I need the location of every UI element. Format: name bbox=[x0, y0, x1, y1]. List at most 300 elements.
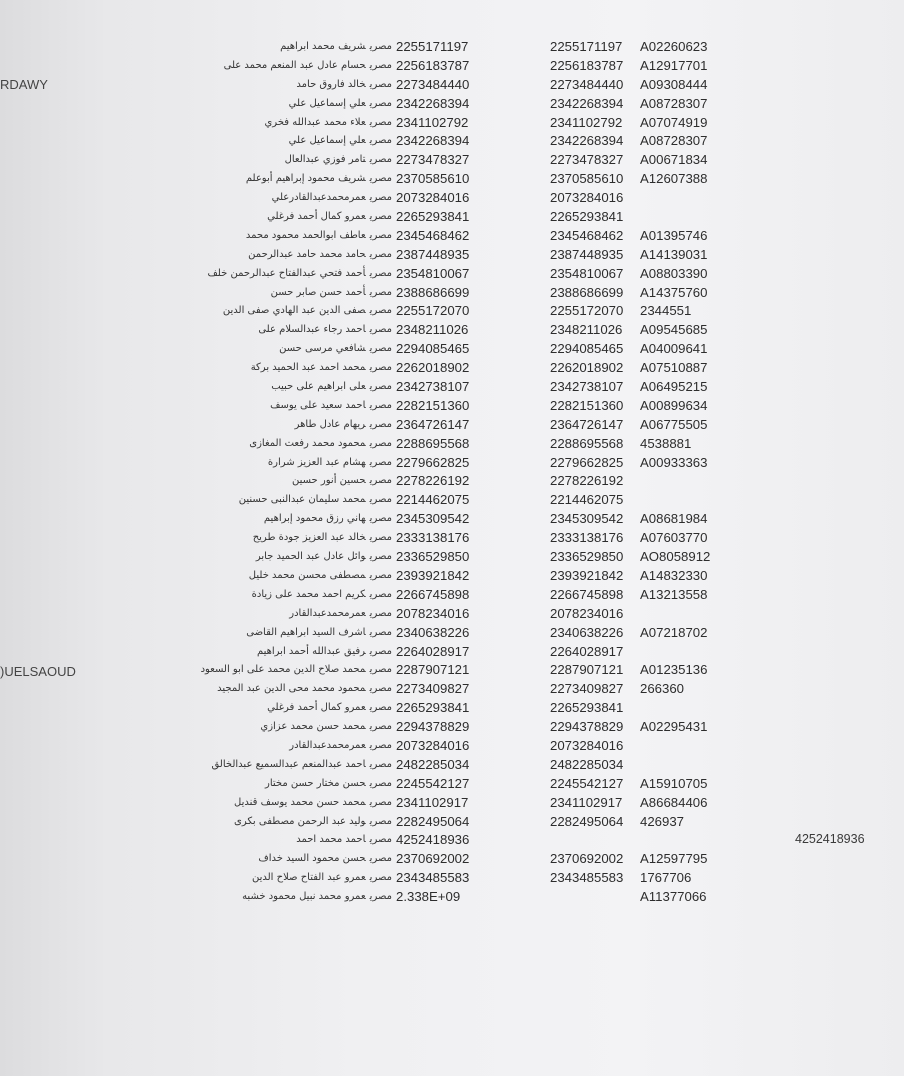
national-id: 2336529850 bbox=[396, 549, 470, 565]
list-item bbox=[0, 738, 904, 757]
arabic-name-cell bbox=[242, 891, 392, 902]
national-id: 2333138176 bbox=[396, 530, 470, 546]
arabic-name-cell bbox=[267, 211, 392, 222]
national-id: 2245542127 bbox=[396, 775, 470, 791]
passport-number: A07510887 bbox=[640, 360, 708, 376]
national-id: 2273409827 bbox=[396, 681, 470, 697]
passport-number: A12607388 bbox=[640, 171, 708, 187]
nationality-label: مصري bbox=[369, 41, 392, 52]
list-item bbox=[0, 625, 904, 644]
nationality-label: مصري bbox=[369, 324, 392, 336]
national-id: 2282495064 bbox=[396, 813, 470, 829]
national-id: 2345468462 bbox=[396, 227, 470, 243]
national-id: 2348211026 bbox=[396, 322, 469, 338]
national-id: 2340638226 bbox=[396, 624, 470, 640]
national-id-repeat: 2294085465 bbox=[550, 341, 624, 357]
list-item bbox=[0, 606, 904, 625]
national-id-repeat: 2279662825 bbox=[550, 454, 624, 470]
truncated-name-fragment-top: RDAWY bbox=[0, 77, 48, 92]
nationality-label: مصري bbox=[369, 551, 392, 563]
person-name: عمرمحمدعبدالقادر bbox=[289, 607, 366, 619]
passport-number: A00671834 bbox=[640, 152, 708, 168]
person-name: حسين أنور حسين bbox=[292, 475, 366, 487]
passport-number: 1767706 bbox=[640, 870, 692, 886]
passport-number: 4538881 bbox=[640, 435, 692, 451]
arabic-name-cell bbox=[264, 117, 392, 128]
national-id: 2265293841 bbox=[396, 700, 470, 716]
nationality-label: مصري bbox=[369, 229, 392, 241]
passport-number: A07218702 bbox=[640, 624, 708, 640]
national-id-repeat: 2273478327 bbox=[550, 152, 624, 168]
nationality-label: مصري bbox=[369, 569, 392, 581]
list-item bbox=[0, 247, 904, 266]
extra-id: 4252418936 bbox=[795, 832, 865, 847]
person-name: محمد احمد عبد الحميد بركة bbox=[250, 362, 366, 374]
national-id-repeat: 2333138176 bbox=[550, 530, 624, 546]
nationality-label: مصري bbox=[369, 645, 392, 657]
arabic-name-cell bbox=[252, 872, 392, 883]
arabic-name-cell bbox=[234, 797, 392, 808]
national-id-repeat: 2073284016 bbox=[550, 190, 624, 206]
nationality-label: مصري bbox=[369, 154, 392, 166]
nationality-label: مصري bbox=[369, 173, 392, 185]
passport-number: A01235136 bbox=[640, 662, 708, 678]
arabic-name-cell bbox=[224, 60, 392, 71]
nationality-label: مصري bbox=[369, 286, 392, 298]
nationality-label: مصري bbox=[369, 513, 392, 525]
national-id-repeat: 2288695568 bbox=[550, 435, 624, 451]
person-name: صفى الدين عبد الهادي صفى الدين bbox=[222, 305, 366, 317]
list-item bbox=[0, 851, 904, 870]
person-name: احمد محمد احمد bbox=[296, 834, 366, 846]
passport-number: A08728307 bbox=[640, 95, 708, 111]
passport-number: A08803390 bbox=[640, 265, 708, 281]
person-name: وليد عبد الرحمن مصطفى بكرى bbox=[234, 815, 366, 827]
nationality-label: مصري bbox=[369, 78, 392, 90]
list-item bbox=[0, 568, 904, 587]
list-item bbox=[0, 209, 904, 228]
national-id: 2342738107 bbox=[396, 379, 470, 395]
national-id: 2345309542 bbox=[396, 511, 470, 527]
arabic-name-cell bbox=[256, 551, 392, 562]
records-list bbox=[0, 39, 904, 908]
list-item bbox=[0, 303, 904, 322]
passport-number: AO8058912 bbox=[640, 549, 711, 565]
person-name: شافعي مرسى حسن bbox=[279, 343, 366, 355]
national-id-repeat: 2345468462 bbox=[550, 227, 624, 243]
arabic-name-cell bbox=[258, 853, 392, 864]
person-name: علي إسماعيل علي bbox=[288, 97, 366, 109]
list-item bbox=[0, 266, 904, 285]
person-name: أحمد فتحي عبدالفتاح عبدالرحمن خلف bbox=[207, 267, 366, 279]
national-id-repeat: 2342268394 bbox=[550, 133, 624, 149]
list-item bbox=[0, 644, 904, 663]
list-item bbox=[0, 511, 904, 530]
arabic-name-cell bbox=[279, 343, 392, 354]
passport-number: A15910705 bbox=[640, 775, 708, 791]
nationality-label: مصري bbox=[369, 211, 392, 223]
national-id: 2393921842 bbox=[396, 567, 470, 583]
arabic-name-cell bbox=[217, 683, 392, 694]
arabic-name-cell bbox=[280, 41, 392, 52]
list-item bbox=[0, 115, 904, 134]
list-item bbox=[0, 681, 904, 700]
nationality-label: مصري bbox=[369, 532, 392, 544]
person-name: علاء محمد عبدالله فخري bbox=[264, 116, 366, 128]
national-id-repeat: 2393921842 bbox=[550, 567, 624, 583]
national-id-repeat: 2245542127 bbox=[550, 775, 624, 791]
person-name: تامر فوزي عبدالعال bbox=[284, 154, 366, 166]
arabic-name-cell bbox=[296, 79, 392, 90]
arabic-name-cell bbox=[234, 816, 392, 827]
passport-number: A08728307 bbox=[640, 133, 708, 149]
nationality-label: مصري bbox=[369, 456, 392, 468]
list-item bbox=[0, 662, 904, 681]
passport-number: A07074919 bbox=[640, 114, 708, 130]
national-id-repeat: 2294378829 bbox=[550, 719, 624, 735]
national-id: 2288695568 bbox=[396, 435, 470, 451]
list-item bbox=[0, 228, 904, 247]
national-id: 2255171197 bbox=[396, 39, 469, 54]
national-id-repeat: 2364726147 bbox=[550, 416, 624, 432]
national-id: 4252418936 bbox=[396, 832, 470, 848]
arabic-name-cell bbox=[289, 98, 392, 109]
person-name: محمود محمد رفعت المغازى bbox=[249, 437, 366, 449]
nationality-label: مصري bbox=[369, 626, 392, 638]
list-item bbox=[0, 171, 904, 190]
person-name: هشام عبد العزيز شرارة bbox=[267, 456, 366, 468]
national-id: 2265293841 bbox=[396, 209, 470, 225]
national-id-repeat: 2341102917 bbox=[550, 794, 623, 810]
arabic-name-cell bbox=[271, 381, 392, 392]
list-item bbox=[0, 360, 904, 379]
passport-number: A14832330 bbox=[640, 567, 708, 583]
passport-number: A04009641 bbox=[640, 341, 708, 357]
arabic-name-cell bbox=[252, 589, 392, 600]
person-name: عمرو كمال أحمد فرغلي bbox=[267, 702, 366, 714]
arabic-name-cell bbox=[296, 834, 392, 845]
list-item bbox=[0, 379, 904, 398]
passport-number: A14375760 bbox=[640, 284, 708, 300]
national-id: 2370692002 bbox=[396, 851, 470, 867]
list-item bbox=[0, 285, 904, 304]
passport-number: A06495215 bbox=[640, 379, 708, 395]
nationality-label: مصري bbox=[369, 588, 392, 600]
passport-number: A11377066 bbox=[640, 889, 707, 905]
passport-number: A86684406 bbox=[640, 794, 708, 810]
arabic-name-cell bbox=[239, 494, 392, 505]
nationality-label: مصري bbox=[369, 796, 392, 808]
person-name: وائل عادل عبد الحميد جابر bbox=[255, 551, 366, 563]
arabic-name-cell bbox=[253, 532, 392, 543]
nationality-label: مصري bbox=[369, 59, 392, 71]
arabic-name-cell bbox=[248, 249, 392, 260]
arabic-name-cell bbox=[295, 419, 392, 430]
national-id: 2264028917 bbox=[396, 643, 470, 659]
person-name: احمد عبدالمنعم عبدالسميع عبدالخالق bbox=[211, 758, 366, 770]
list-item bbox=[0, 96, 904, 115]
arabic-name-cell bbox=[249, 570, 392, 581]
national-id: 2370585610 bbox=[396, 171, 470, 187]
list-item bbox=[0, 58, 904, 77]
person-name: محمد حسن محمد يوسف قنديل bbox=[234, 796, 366, 808]
nationality-label: مصري bbox=[369, 777, 392, 789]
national-id: 2.338E+09 bbox=[396, 889, 461, 905]
national-id-repeat: 2345309542 bbox=[550, 511, 624, 527]
list-item bbox=[0, 398, 904, 417]
list-item bbox=[0, 757, 904, 776]
passport-number: A14139031 bbox=[640, 246, 708, 262]
list-item bbox=[0, 341, 904, 360]
national-id: 2294378829 bbox=[396, 719, 470, 735]
nationality-label: مصري bbox=[369, 853, 392, 865]
arabic-name-cell bbox=[211, 759, 392, 770]
nationality-label: مصري bbox=[369, 758, 392, 770]
arabic-name-cell bbox=[268, 457, 392, 468]
arabic-name-cell bbox=[289, 135, 392, 146]
national-id-repeat: 2388686699 bbox=[550, 284, 624, 300]
national-id-repeat: 2482285034 bbox=[550, 756, 624, 772]
nationality-label: مصري bbox=[369, 815, 392, 827]
passport-number: A12917701 bbox=[640, 57, 708, 73]
arabic-name-cell bbox=[260, 721, 392, 732]
nationality-label: مصري bbox=[369, 683, 392, 695]
arabic-name-cell bbox=[265, 778, 392, 789]
list-item bbox=[0, 832, 904, 851]
national-id-repeat: 2287907121 bbox=[550, 662, 624, 678]
person-name: ريهام عادل طاهر bbox=[294, 418, 366, 430]
person-name: شريف محمود إبراهيم أبوعلم bbox=[245, 173, 366, 185]
national-id: 2282151360 bbox=[396, 397, 470, 413]
arabic-name-cell bbox=[285, 154, 392, 165]
national-id-repeat: 2370585610 bbox=[550, 171, 624, 187]
nationality-label: مصري bbox=[369, 267, 392, 279]
nationality-label: مصري bbox=[369, 872, 392, 884]
national-id-repeat: 2341102792 bbox=[550, 114, 623, 130]
arabic-name-cell bbox=[267, 702, 392, 713]
list-item bbox=[0, 776, 904, 795]
national-id: 2273478327 bbox=[396, 152, 470, 168]
passport-number: A09545685 bbox=[640, 322, 708, 338]
national-id: 2482285034 bbox=[396, 756, 470, 772]
nationality-label: مصري bbox=[369, 494, 392, 506]
list-item bbox=[0, 473, 904, 492]
list-item bbox=[0, 492, 904, 511]
nationality-label: مصري bbox=[369, 343, 392, 355]
passport-number: A02260623 bbox=[640, 39, 708, 54]
list-item bbox=[0, 549, 904, 568]
list-item bbox=[0, 39, 904, 58]
person-name: حسن مختار حسن مختار bbox=[265, 777, 366, 789]
nationality-label: مصري bbox=[369, 116, 392, 128]
person-name: محمد حسن محمد عزازي bbox=[260, 721, 366, 733]
person-name: خالد عبد العزيز جودة طريح bbox=[252, 532, 366, 544]
national-id-repeat: 2342738107 bbox=[550, 379, 624, 395]
person-name: هاني رزق محمود إبراهيم bbox=[263, 513, 366, 525]
person-name: احمد سعيد على يوسف bbox=[270, 399, 366, 411]
nationality-label: مصري bbox=[369, 475, 392, 487]
national-id: 2214462075 bbox=[396, 492, 470, 508]
list-item bbox=[0, 719, 904, 738]
national-id-repeat: 2073284016 bbox=[550, 737, 624, 753]
national-id: 2343485583 bbox=[396, 870, 470, 886]
national-id: 2342268394 bbox=[396, 133, 470, 149]
national-id: 2387448935 bbox=[396, 246, 470, 262]
national-id-repeat: 2265293841 bbox=[550, 700, 624, 716]
arabic-name-cell bbox=[292, 475, 392, 486]
person-name: حسام عادل عبد المنعم محمد على bbox=[223, 59, 366, 71]
national-id-repeat: 2282495064 bbox=[550, 813, 624, 829]
person-name: حامد محمد حامد عبدالرحمن bbox=[248, 248, 366, 260]
national-id-repeat: 2262018902 bbox=[550, 360, 624, 376]
arabic-name-cell bbox=[223, 305, 392, 316]
national-id: 2262018902 bbox=[396, 360, 470, 376]
arabic-name-cell bbox=[264, 513, 392, 524]
national-id: 2278226192 bbox=[396, 473, 470, 489]
person-name: رفيق عبدالله أحمد ابراهيم bbox=[256, 645, 366, 657]
national-id-repeat: 2348211026 bbox=[550, 322, 623, 338]
national-id-repeat: 2266745898 bbox=[550, 586, 624, 602]
arabic-name-cell bbox=[271, 287, 392, 298]
list-item bbox=[0, 700, 904, 719]
nationality-label: مصري bbox=[369, 607, 392, 619]
national-id: 2078234016 bbox=[396, 605, 470, 621]
nationality-label: مصري bbox=[369, 664, 392, 676]
person-name: عمرمحمدعبدالقادر bbox=[289, 739, 366, 751]
nationality-label: مصري bbox=[369, 305, 392, 317]
national-id-repeat: 2078234016 bbox=[550, 605, 624, 621]
national-id-repeat: 2264028917 bbox=[550, 643, 624, 659]
list-item bbox=[0, 322, 904, 341]
person-name: كريم احمد محمد على زيادة bbox=[251, 588, 366, 600]
person-name: عمرمحمدعبدالقادرعلي bbox=[271, 192, 366, 204]
national-id-repeat: 2214462075 bbox=[550, 492, 624, 508]
passport-number: A01395746 bbox=[640, 227, 708, 243]
person-name: عمرو عبد الفتاح صلاح الدين bbox=[251, 872, 366, 884]
passport-number: 266360 bbox=[640, 681, 685, 697]
list-item bbox=[0, 814, 904, 833]
national-id: 2354810067 bbox=[396, 265, 470, 281]
nationality-label: مصري bbox=[369, 437, 392, 449]
arabic-name-cell bbox=[207, 268, 392, 279]
person-name: عمرو كمال أحمد فرغلي bbox=[267, 211, 366, 223]
list-item bbox=[0, 587, 904, 606]
passport-number: A06775505 bbox=[640, 416, 708, 432]
arabic-name-cell bbox=[270, 400, 392, 411]
nationality-label: مصري bbox=[369, 399, 392, 411]
nationality-label: مصري bbox=[369, 192, 392, 204]
arabic-name-cell bbox=[201, 664, 392, 675]
list-item bbox=[0, 77, 904, 96]
passport-number: A13213558 bbox=[640, 586, 708, 602]
passport-number: A00899634 bbox=[640, 397, 708, 413]
person-name: خالد فاروق حامد bbox=[296, 78, 366, 90]
passport-number: 2344551 bbox=[640, 303, 692, 319]
arabic-name-cell bbox=[246, 230, 392, 241]
arabic-name-cell bbox=[246, 627, 392, 638]
national-id: 2266745898 bbox=[396, 586, 470, 602]
list-item bbox=[0, 152, 904, 171]
truncated-name-fragment-mid: )UELSAOUD bbox=[0, 664, 76, 679]
passport-number: 426937 bbox=[640, 813, 685, 829]
arabic-name-cell bbox=[246, 173, 392, 184]
arabic-name-cell bbox=[258, 324, 392, 335]
person-name: احمد رجاء عبدالسلام على bbox=[258, 324, 366, 336]
national-id: 2342268394 bbox=[396, 95, 470, 111]
national-id-repeat: 2343485583 bbox=[550, 870, 624, 886]
list-item bbox=[0, 417, 904, 436]
national-id-repeat: 2265293841 bbox=[550, 209, 624, 225]
nationality-label: مصري bbox=[369, 702, 392, 714]
arabic-name-cell bbox=[272, 192, 392, 203]
list-item bbox=[0, 133, 904, 152]
list-item bbox=[0, 795, 904, 814]
nationality-label: مصري bbox=[369, 721, 392, 733]
national-id-repeat: 2282151360 bbox=[550, 397, 624, 413]
person-name: علي إسماعيل علي bbox=[288, 135, 366, 147]
arabic-name-cell bbox=[251, 362, 392, 373]
national-id-repeat: 2336529850 bbox=[550, 549, 624, 565]
national-id: 2256183787 bbox=[396, 57, 470, 73]
national-id-repeat: 2354810067 bbox=[550, 265, 624, 281]
passport-number: A12597795 bbox=[640, 851, 708, 867]
national-id: 2341102792 bbox=[396, 114, 469, 130]
list-item bbox=[0, 436, 904, 455]
national-id: 2273484440 bbox=[396, 76, 470, 92]
national-id: 2341102917 bbox=[396, 794, 469, 810]
national-id: 2255172070 bbox=[396, 303, 470, 319]
person-name: محمد سليمان عبدالنبى حسنين bbox=[238, 494, 366, 506]
nationality-label: مصري bbox=[369, 248, 392, 260]
national-id: 2294085465 bbox=[396, 341, 470, 357]
person-name: محمود محمد محى الدين عبد المجيد bbox=[217, 683, 366, 695]
person-name: اشرف السيد ابراهيم القاضى bbox=[246, 626, 366, 638]
passport-number: A00933363 bbox=[640, 454, 708, 470]
national-id: 2364726147 bbox=[396, 416, 470, 432]
list-item bbox=[0, 870, 904, 889]
national-id-repeat: 2256183787 bbox=[550, 57, 624, 73]
nationality-label: مصري bbox=[369, 418, 392, 430]
national-id: 2279662825 bbox=[396, 454, 470, 470]
person-name: محمد صلاح الدين محمد على ابو السعود bbox=[200, 664, 366, 676]
national-id-repeat: 2387448935 bbox=[550, 246, 624, 262]
passport-number: A09308444 bbox=[640, 76, 708, 92]
arabic-name-cell bbox=[289, 740, 392, 751]
national-id-repeat: 2273484440 bbox=[550, 76, 624, 92]
nationality-label: مصري bbox=[369, 739, 392, 751]
nationality-label: مصري bbox=[369, 97, 392, 109]
person-name: عاطف ابوالحمد محمود محمد bbox=[245, 229, 366, 241]
person-name: على ابراهيم على حبيب bbox=[271, 381, 366, 393]
national-id-repeat: 2278226192 bbox=[550, 473, 624, 489]
person-name: أحمد حسن صابر حسن bbox=[270, 286, 366, 298]
list-item bbox=[0, 889, 904, 908]
national-id: 2073284016 bbox=[396, 190, 470, 206]
national-id: 2287907121 bbox=[396, 662, 470, 678]
national-id-repeat: 2340638226 bbox=[550, 624, 624, 640]
national-id: 2073284016 bbox=[396, 737, 470, 753]
arabic-name-cell bbox=[257, 646, 392, 657]
person-name: عمرو محمد نبيل محمود خشبه bbox=[242, 891, 366, 903]
nationality-label: مصري bbox=[369, 891, 392, 903]
national-id-repeat: 2255172070 bbox=[550, 303, 624, 319]
passport-number: A02295431 bbox=[640, 719, 708, 735]
arabic-name-cell bbox=[249, 438, 392, 449]
nationality-label: مصري bbox=[369, 362, 392, 374]
national-id-repeat: 2370692002 bbox=[550, 851, 624, 867]
national-id-repeat: 2273409827 bbox=[550, 681, 624, 697]
person-name: مصطفى محسن محمد خليل bbox=[248, 569, 366, 581]
